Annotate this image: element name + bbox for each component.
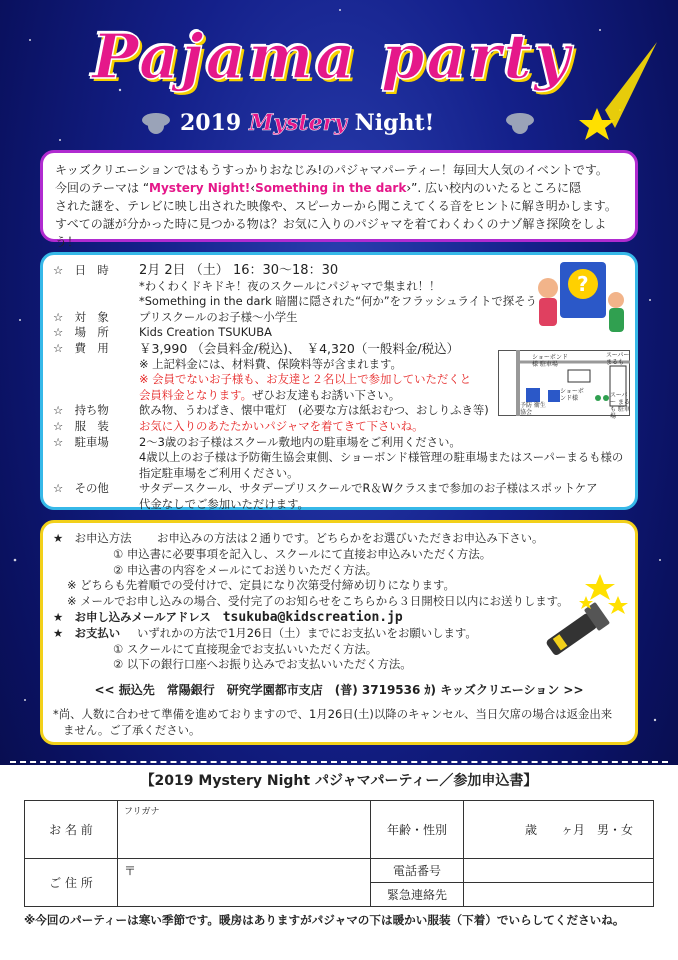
wear-label: ☆ 服 装 bbox=[53, 418, 109, 433]
bottom-note: ※今回のパーティーは寒い季節です。暖房はありますがパジャマの下は暖かい服装（下着）でいらしてくださいね。 bbox=[24, 913, 625, 927]
intro-line: キッズクリエーションではもうすっかりおなじみ!のパジャマパーティー！毎回大人気のイベントです。 bbox=[55, 163, 608, 177]
intro-line: された謎を、テレビに映し出された映像や、スピーカーから聞こえてくる音をヒントに解き明かします。 bbox=[55, 199, 617, 213]
name-label: お 名 前 bbox=[25, 801, 118, 859]
emergency-field[interactable] bbox=[464, 883, 654, 907]
intro-text: 今回のテーマは “ bbox=[55, 181, 150, 195]
parking-value: 4歳以上のお子様は予防衛生協会東側、ショーボンド様管理の駐車場またはスーパーまるも様の bbox=[139, 450, 624, 465]
bring-label: ☆ 持ち物 bbox=[53, 403, 109, 418]
name-field[interactable] bbox=[118, 801, 371, 859]
fee-note: ※ 上記料金には、材料費、保険料等が含まれます。 bbox=[139, 356, 402, 371]
apply-note: ※ メールでお申し込みの場合、受付完了のお知らせをこちらから３日開校日以内にお送りします。 bbox=[67, 594, 569, 609]
parking-value: 2〜3歳のお子様はスクール敷地内の駐車場をご利用ください。 bbox=[139, 434, 461, 449]
phone-field[interactable] bbox=[464, 859, 654, 883]
method-label: ★ お申込方法 bbox=[53, 531, 132, 545]
theme-subtitle: Something in the dark bbox=[255, 181, 407, 195]
cancel-note: *尚、人数に合わせて準備を進めておりますので、1月26日(土)以降のキャンセル、当日欠席の場合は返金出来 bbox=[53, 706, 613, 721]
other-value: サタデースクール、サタデープリスクールでR＆Wクラスまで参加のお子様はスポットケア bbox=[139, 481, 598, 496]
map-label: 予防 衛生協会 bbox=[520, 402, 546, 416]
method-value: お申込みの方法は２通りです。どちらかをお選びいただきお申込み下さい。 bbox=[157, 531, 544, 545]
theme-title: Mystery Night! bbox=[149, 181, 251, 195]
intro-line bbox=[55, 179, 623, 197]
form-title: 【2019 Mystery Night パジャマパーティー／参加申込書】 bbox=[140, 773, 538, 789]
pay-label: ★ お支払い bbox=[53, 625, 121, 640]
parking-value: 指定駐車場をご利用ください。 bbox=[139, 465, 299, 480]
mail-address-link[interactable]: tsukuba@kidscreation.jp bbox=[222, 609, 403, 625]
bank-account: << 振込先 常陽銀行 研究学園都市支店 (普) 3719536 ｶ) キッズクリエーション >> bbox=[94, 683, 584, 698]
bring-value: 飲み物、うわばき、懐中電灯 (必要な方は紙おむつ、おしりふき等) bbox=[139, 403, 489, 418]
emergency-label: 緊急連絡先 bbox=[371, 883, 464, 907]
other-value: 代金なしでご参加いただけます。 bbox=[139, 496, 309, 511]
pay-option: ② 以下の銀行口座へお振り込みでお支払いいただく方法。 bbox=[113, 657, 412, 672]
address-label: ご 住 所 bbox=[25, 859, 118, 907]
method-option: ① 申込書に必要事項を記入し、スクールにて直接お申込みいただく方法。 bbox=[113, 546, 492, 561]
pay-option: ① スクールにて直接現金でお支払いいただく方法。 bbox=[113, 641, 378, 656]
wear-row bbox=[53, 419, 625, 435]
fee-note: ※ 会員でないお子様も、お友達と２名以上で参加していただくと bbox=[139, 372, 472, 387]
detective-silhouette-icon bbox=[136, 102, 176, 142]
intro-box bbox=[40, 150, 638, 249]
page-title: Pajama party bbox=[92, 20, 572, 93]
apply-note: ※ どちらも先着順での受付けで、定員になり次第受付締め切りになります。 bbox=[67, 578, 455, 593]
detective-silhouette-icon bbox=[500, 102, 540, 142]
fee-note: ぜひお友達もお誘い下さい。 bbox=[252, 387, 401, 402]
fee-note: 会員料金となります。 bbox=[139, 387, 252, 402]
postal-mark: 〒 bbox=[124, 864, 137, 878]
other-row bbox=[53, 481, 625, 497]
page-subtitle bbox=[180, 110, 434, 136]
intro-text: ‹ bbox=[250, 181, 256, 195]
cancel-note: ません。ご了承ください。 bbox=[63, 722, 201, 737]
intro-line: すべての謎が分かった時に見つかる物は？お気に入りのパジャマを着てわくわくのナゾ解き探険をしよう！ bbox=[55, 217, 607, 249]
date-note: *Something in the dark 暗闇に隠された“何か”をフラッシュライトで探そう bbox=[139, 294, 537, 309]
fee-value: ￥3,990 （会員料金/税込)、 ￥4,320（一般料金/税込） bbox=[139, 340, 460, 356]
place-value: Kids Creation TSUKUBA bbox=[139, 325, 272, 340]
other-label: ☆ その他 bbox=[53, 481, 109, 496]
subtitle-year: 2019 bbox=[180, 110, 242, 136]
map-label: スーパー まるも 駐車場 bbox=[610, 392, 630, 420]
address-field[interactable] bbox=[118, 859, 371, 907]
target-value: プリスクールのお子様〜小学生 bbox=[139, 309, 298, 324]
fee-label: ☆ 費 用 bbox=[53, 340, 109, 355]
method-option: ② 申込書の内容をメールにてお送りいただく方法。 bbox=[113, 562, 378, 577]
date-value: 2月 2日 （土） 16：30〜18：30 bbox=[139, 263, 339, 278]
date-note: *わくわくドキドキ！夜のスクールにパジャマで集まれ！！ bbox=[139, 278, 441, 293]
place-label: ☆ 場 所 bbox=[53, 325, 109, 340]
age-field[interactable]: 歳 ヶ月 男・女 bbox=[464, 801, 654, 859]
map-label: ショーボンド様 駐車場 bbox=[532, 354, 568, 368]
kids-with-question-board-illustration bbox=[530, 258, 630, 338]
parking-label: ☆ 駐車場 bbox=[53, 434, 109, 449]
wear-value: お気に入りのあたたかいパジャマを着てきて下さいね。 bbox=[139, 418, 424, 433]
cut-line bbox=[10, 761, 668, 763]
map-label: スーパー まるも bbox=[606, 352, 630, 366]
subtitle-night: Night! bbox=[354, 110, 435, 136]
date-label: ☆ 日 時 bbox=[53, 263, 109, 277]
map-label: ショーボンド様 bbox=[560, 388, 584, 402]
parking-row bbox=[53, 435, 625, 451]
phone-label: 電話番号 bbox=[371, 859, 464, 883]
intro-text: ›”. 広い校内のいたるところに隠 bbox=[406, 181, 581, 195]
target-label: ☆ 対 象 bbox=[53, 309, 109, 324]
age-label: 年齢・性別 bbox=[371, 801, 464, 859]
svg-text:?: ? bbox=[577, 272, 589, 296]
mail-label: ★ お申し込みメールアドレス bbox=[53, 609, 211, 624]
pay-value: いずれかの方法で1月26日（土）までにお支払いをお願いします。 bbox=[137, 625, 477, 640]
furigana-label: フリガナ bbox=[124, 807, 160, 817]
application-form-table bbox=[24, 800, 654, 907]
flashlight-with-stars-illustration bbox=[520, 572, 630, 662]
subtitle-mystery: Mystery bbox=[248, 110, 347, 136]
